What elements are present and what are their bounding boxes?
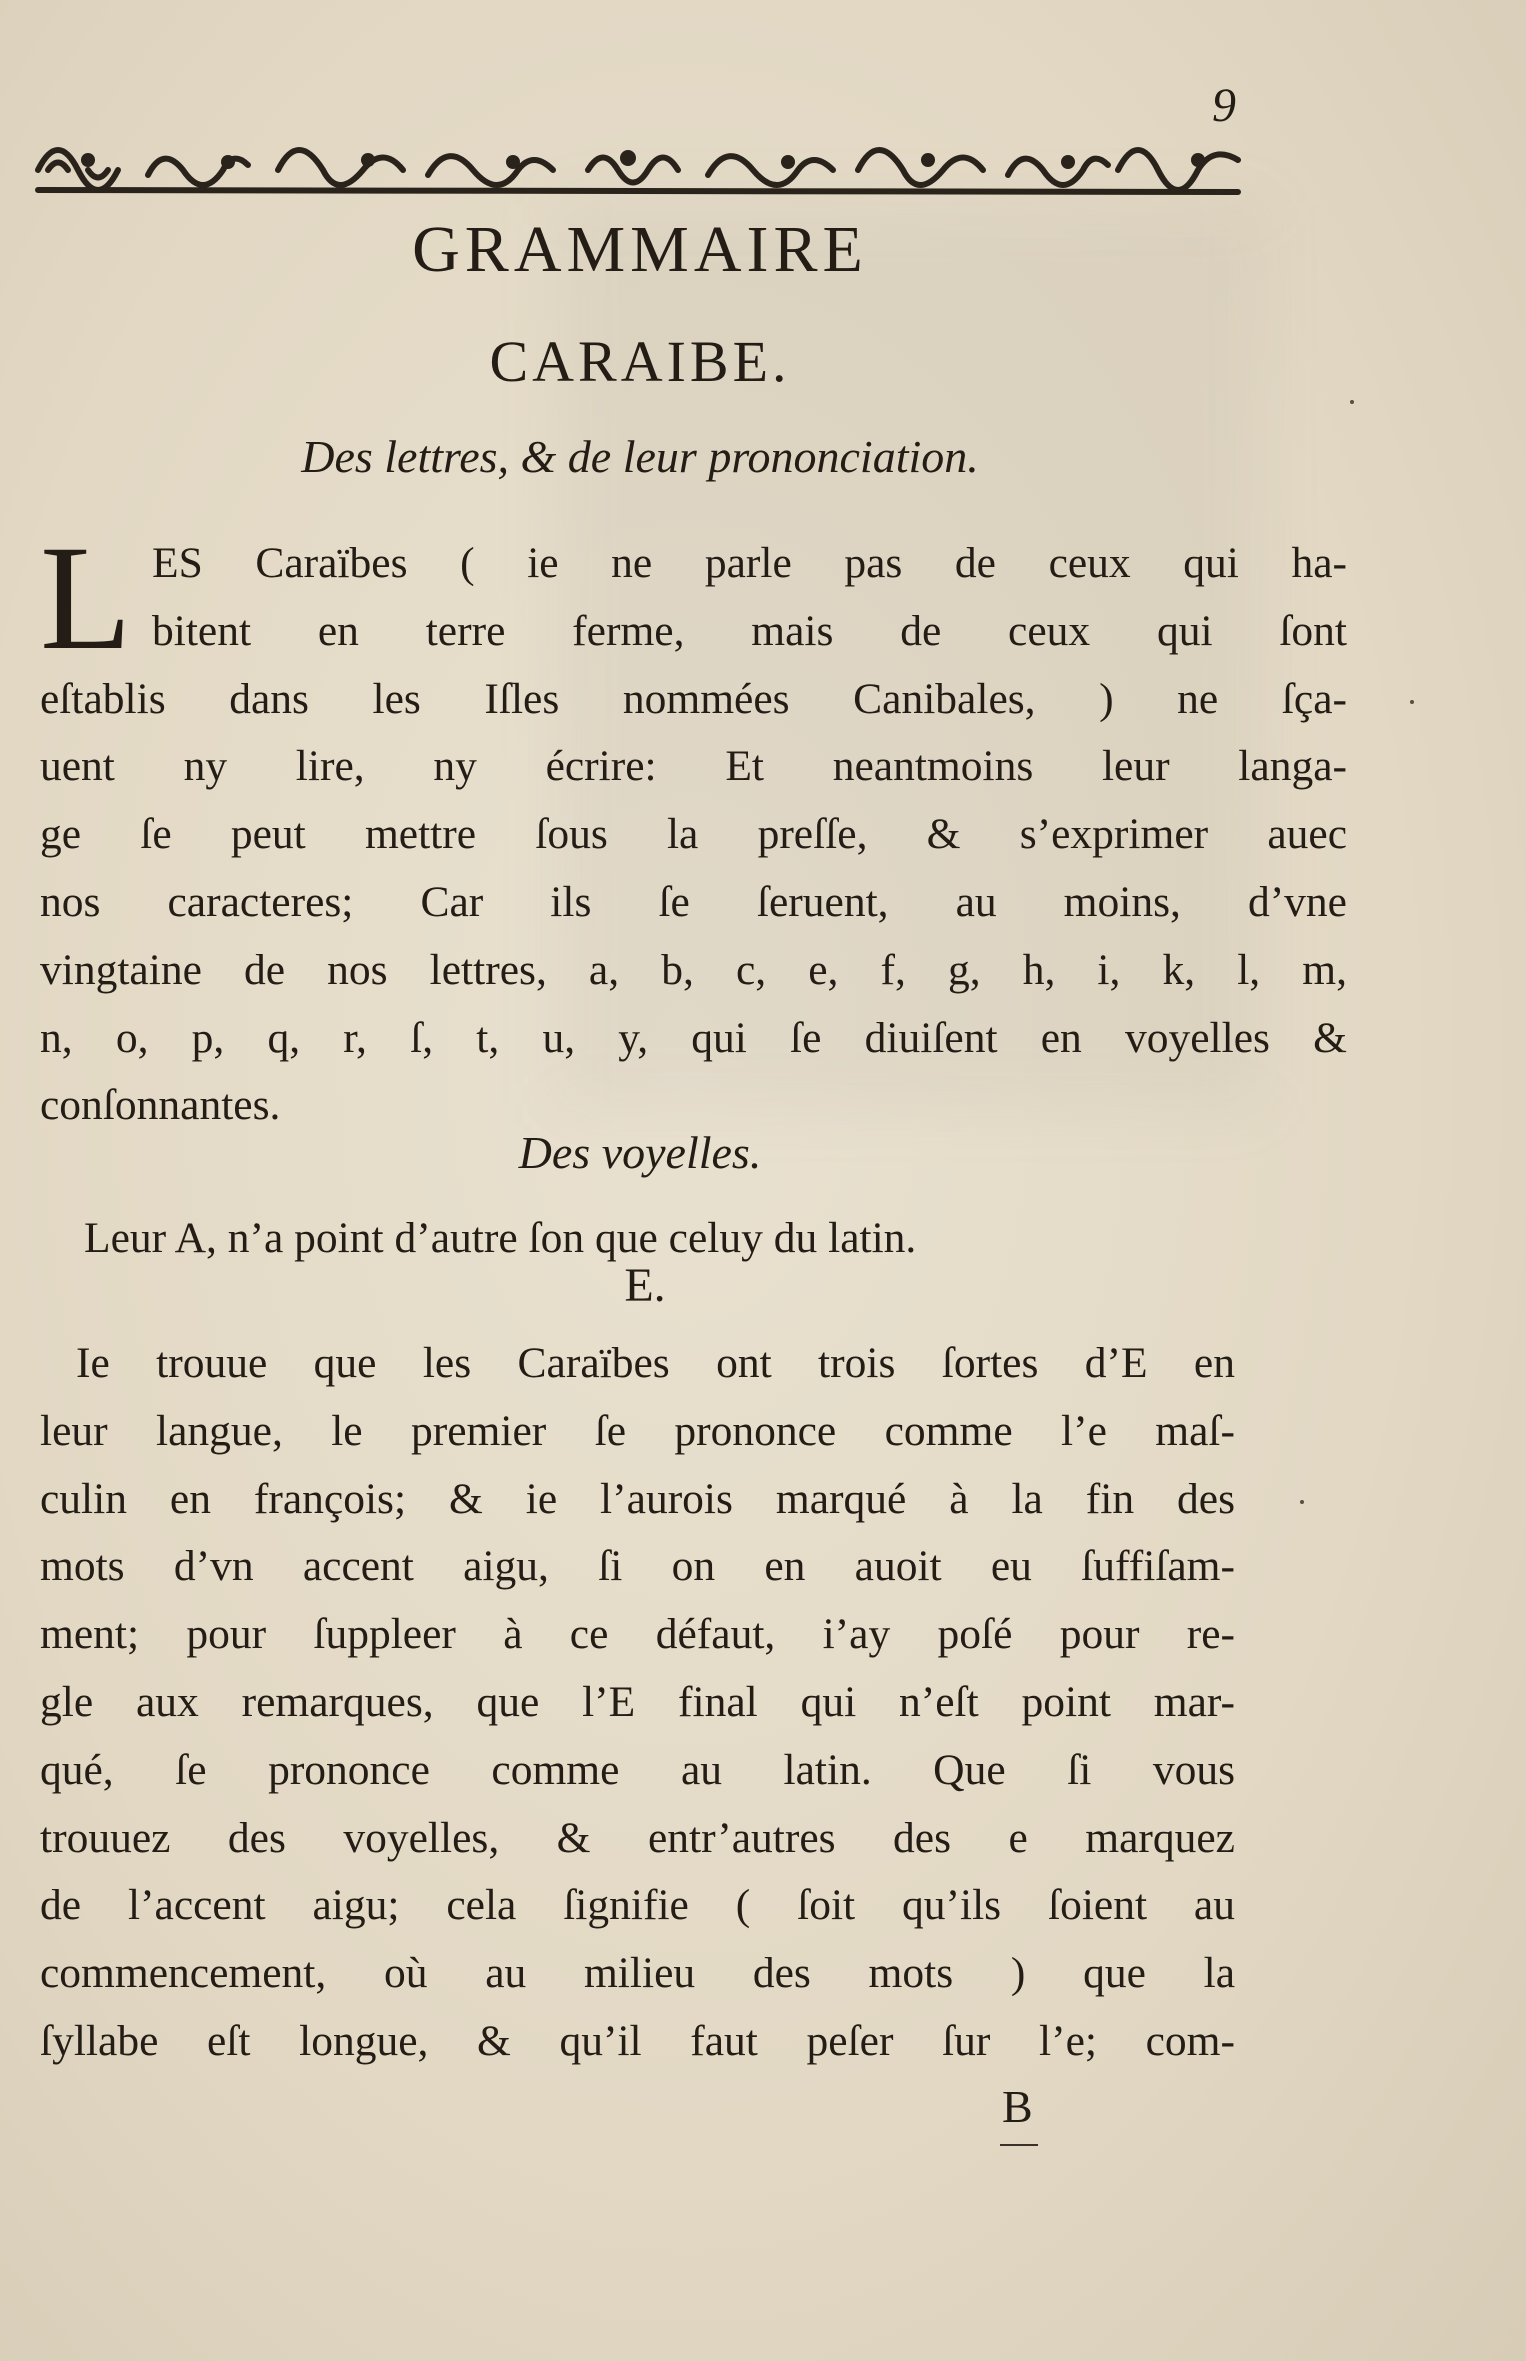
text-line: culin en françois; & ie l’aurois marqué à la fin des <box>40 1474 1235 1523</box>
text-line: ES Caraïbes ( ie ne parle pas de ceux qui ha- <box>152 539 1347 587</box>
text-line: trouuez des voyelles, & entr’autres des e marquez <box>40 1813 1235 1862</box>
margin-speck <box>1300 1500 1304 1504</box>
text-line: ge ſe peut mettre ſous la preſſe, & s’exprimer auec <box>40 810 1347 859</box>
text-line: ment; pour ſuppleer à ce défaut, i’ay poſé pour re- <box>40 1610 1235 1659</box>
text-line: mots d’vn accent aigu, ſi on en auoit eu ſuffiſam- <box>40 1542 1235 1591</box>
signature-mark: B <box>1002 2081 1033 2132</box>
text-line: gle aux remarques, que l’E final qui n’eſt point mar- <box>40 1677 1235 1726</box>
paragraph-lettres <box>40 515 1347 1140</box>
vowel-a-line: Leur A, n’a point d’autre ſon que celuy du latin. <box>84 1214 917 1262</box>
text-line: qué, ſe prononce comme au latin. Que ſi vous <box>40 1745 1235 1794</box>
margin-speck <box>1350 400 1354 404</box>
margin-speck <box>1410 700 1414 704</box>
text-line: commencement, où au milieu des mots ) que la <box>40 1949 1235 1998</box>
text-line: de l’accent aigu; cela ſignifie ( ſoit qu’ils ſoient au <box>40 1881 1235 1930</box>
text-line: conſonnantes. <box>40 1081 281 1130</box>
title-grammaire: GRAMMAIRE <box>412 213 868 286</box>
ornament-band <box>28 120 1254 210</box>
text-line: bitent en terre ferme, mais de ceux qui ſont <box>152 606 1347 655</box>
text-line: vingtaine de nos lettres, a, b, c, e, f, g, h, i, k, l, m, <box>40 945 1347 994</box>
text-line: uent ny lire, ny écrire: Et neantmoins leur langa- <box>40 742 1347 791</box>
text-line: ſyllabe eſt longue, & qu’il faut peſer ſur l’e; com- <box>40 2016 1235 2065</box>
paragraph-e <box>40 1330 1235 2076</box>
drop-cap: L <box>40 515 132 681</box>
text-line: leur langue, le premier ſe prononce comme l’e maſ- <box>40 1406 1235 1455</box>
text-line: nos caracteres; Car ils ſe ſeruent, au moins, d’vne <box>40 877 1347 926</box>
section-heading-voyelles: Des voyelles. <box>518 1127 762 1178</box>
text-line: Ie trouue que les Caraïbes ont trois ſortes d’E en <box>76 1339 1235 1387</box>
signature-rule <box>1000 2144 1038 2146</box>
text-line: eſtablis dans les Iſles nommées Canibales, ) ne ſça- <box>40 674 1347 723</box>
page-number: 9 <box>1212 79 1236 132</box>
section-heading-lettres: Des lettres, & de leur prononciation. <box>301 431 979 482</box>
vowel-e-heading: E. <box>624 1259 666 1312</box>
text-line: n, o, p, q, r, ſ, t, u, y, qui ſe diuiſent en voyelles & <box>40 1013 1347 1062</box>
title-caraibe: CARAIBE. <box>489 329 791 394</box>
